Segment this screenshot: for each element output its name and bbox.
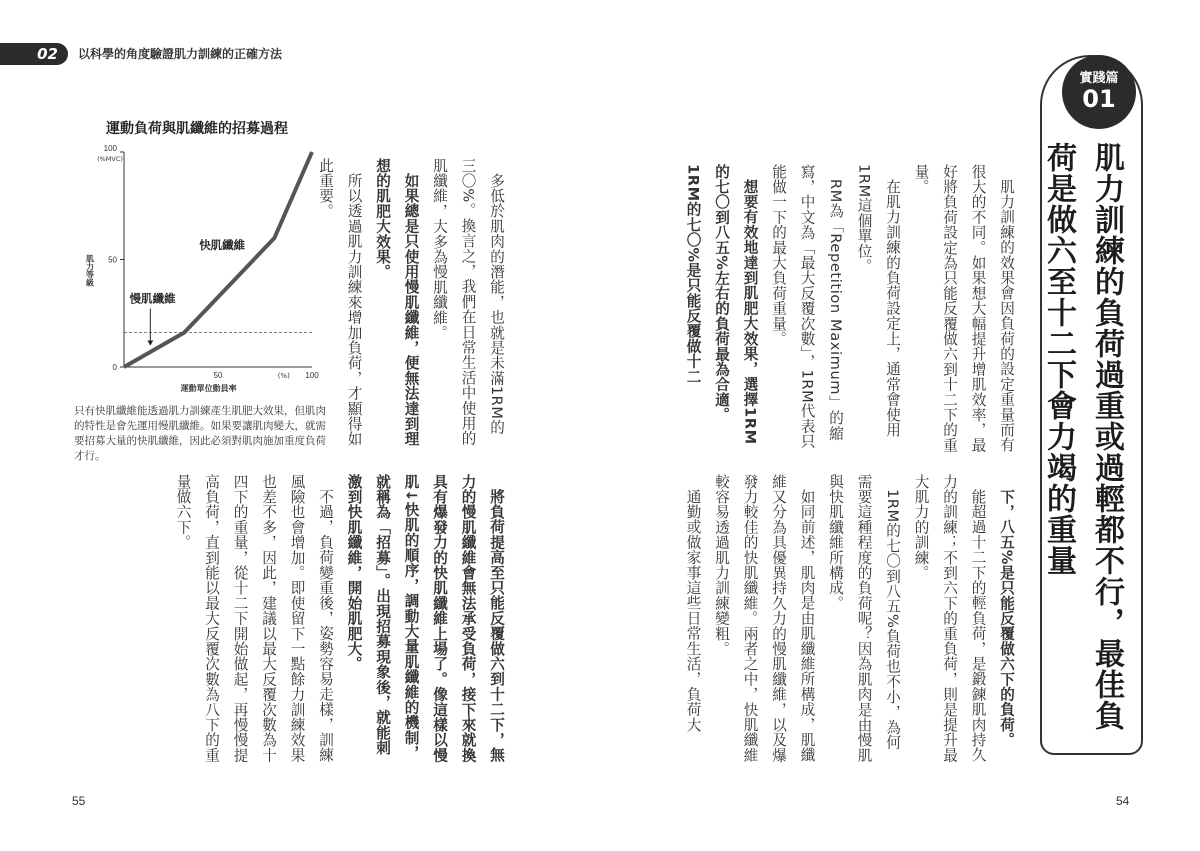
- y-unit: (%MVC): [97, 155, 123, 163]
- paragraph: 多低於肌肉的潛能，也就是未滿1RM的三〇%。換言之，我們在日常生活中使用的肌纖維，大多為慢肌纖維。: [431, 158, 505, 447]
- paragraph: 如果總是只使用慢肌纖維，便無法達到理想的肌肥大效果。: [374, 158, 420, 447]
- paragraph: 如同前述，肌肉是由肌纖維所構成，肌纖維又分為具優異持久力的慢肌纖維，以及爆發力較佳的快肌纖維。兩者之中，快肌纖維較容易透過肌力訓練變粗。: [713, 474, 816, 763]
- paragraph: 能超過十二下的輕負荷，是鍛鍊肌肉持久力的訓練；不到六下的重負荷，則是提升最大肌力的訓練。: [912, 474, 987, 763]
- recruitment-line: [124, 152, 312, 367]
- y-axis-label: 肌力等級: [85, 254, 95, 287]
- chapter-badge-number: 01: [1082, 85, 1116, 113]
- text-column-left-bottom: [168, 474, 510, 764]
- page-number-right: 54: [1116, 794, 1130, 808]
- paragraph: 想要有效地達到肌肥大效果，選擇1RM的七〇到八五%左右的負荷最為合適。1RM的七〇%是只能反覆做十二: [684, 164, 759, 445]
- y-tick-label: 50: [108, 255, 117, 265]
- paragraph: 在肌力訓練的負荷設定上，通常會使用1RM這個單位。: [855, 164, 901, 437]
- chapter-number-tab: 02: [0, 43, 68, 65]
- annotation-label: 慢肌纖維: [129, 291, 176, 306]
- annotation-arrowhead: [147, 341, 153, 346]
- x-axis-label: 運動單位動員率: [180, 384, 237, 393]
- paragraph: 肌力訓練的效果會因負荷的設定重量而有很大的不同。如果想大幅提升增肌效率，最好將負荷設定為只能反覆做六到十二下的重量。: [912, 164, 1015, 453]
- paragraph: 通勤或做家事這些日常生活，負荷大: [684, 488, 702, 732]
- paragraph: 所以透過肌力訓練來增加負荷，才顯得如此重要。: [317, 158, 363, 447]
- chapter-badge: [1062, 55, 1136, 129]
- text-column-right-bottom: [678, 474, 1020, 764]
- x-tick-label: 100: [305, 371, 319, 380]
- chart-caption: 只有快肌纖維能透過肌力訓練產生肌肥大效果，但肌肉的特性是會先運用慢肌纖維。如果要讓肌肉變大，就需要招募大量的快肌纖維，因此必須對肌肉施加重度負荷才行。: [74, 405, 326, 462]
- x-unit: (%): [277, 372, 290, 380]
- chapter-title: 肌力訓練的負荷過重或過輕都不行，最佳負荷是做六至十二下會力竭的重量: [1041, 142, 1124, 731]
- chart-title: 運動負荷與肌纖維的招募過程: [106, 121, 288, 137]
- y-tick-label: 0: [112, 363, 117, 372]
- paragraph: 不過，負荷變重後，姿勢容易走樣，訓練風險也會增加。即使留下一點餘力訓練效果也差不多，因此，建議以最大反覆次數為十四下的重量，從十二下開始做起，再慢慢提高負荷，直到能以最大反覆次數為八下的重量做六下。: [174, 474, 334, 763]
- paragraph: 將負荷提高至只能反覆做六到十二下，無力的慢肌纖維會無法承受負荷，接下來就換具有爆發力的快肌纖維上場了。像這樣以慢肌↓快肌的順序，調動大量肌纖維的機制，就稱為「招募」。出現招募現象後，就能刺激到快肌纖維，開始肌肥大。: [345, 474, 505, 763]
- paragraph: 下，八五%是只能反覆做六下的負荷。: [998, 488, 1015, 748]
- x-tick-label: 50: [213, 371, 223, 380]
- recruitment-chart: [70, 140, 330, 402]
- paragraph: 1RM的七〇到八五%負荷也不小，為何需要這種程度的負荷呢？因為肌肉是由慢肌與快肌纖維所構成。: [827, 474, 901, 763]
- chapter-badge-label: 實踐篇: [1079, 71, 1119, 86]
- text-column-right-top: [678, 164, 1020, 454]
- paragraph: RM為「Repetition Maximum」的縮寫，中文為「最大反覆次數」，1RM代表只能做一下的最大負荷重量。: [770, 164, 844, 449]
- page-number-left: 55: [72, 794, 86, 808]
- y-tick-label: 100: [103, 144, 117, 153]
- running-title: 以科學的角度驗證肌力訓練的正確方法: [78, 47, 283, 61]
- annotation-label: 快肌纖維: [199, 237, 246, 252]
- text-column-left-top: [311, 158, 511, 448]
